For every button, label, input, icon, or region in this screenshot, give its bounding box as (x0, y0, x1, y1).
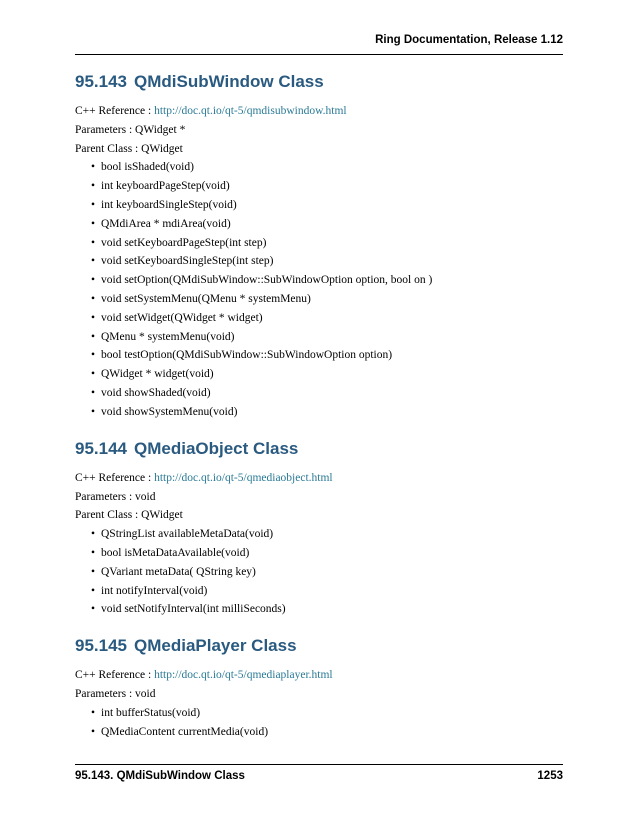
method-item: • int keyboardPageStep(void) (91, 179, 563, 193)
method-item: • void showShaded(void) (91, 386, 563, 400)
section-number: 95.144 (75, 438, 127, 458)
cpp-reference-link[interactable]: http://doc.qt.io/qt-5/qmediaobject.html (154, 471, 333, 484)
method-item: • QMediaContent currentMedia(void) (91, 725, 563, 739)
method-item: • void setSystemMenu(QMenu * systemMenu) (91, 292, 563, 306)
method-item: • int bufferStatus(void) (91, 706, 563, 720)
parent-class: Parent Class : QWidget (75, 509, 183, 522)
method-item: • int keyboardSingleStep(void) (91, 198, 563, 212)
method-item: • QMdiArea * mdiArea(void) (91, 217, 563, 231)
section-qmediaobject (75, 439, 563, 617)
method-item: • void setNotifyInterval(int milliSeconds) (91, 602, 563, 616)
parameters: Parameters : void (75, 490, 156, 503)
method-item: • QWidget * widget(void) (91, 367, 563, 381)
section-title: QMdiSubWindow Class (134, 72, 324, 91)
cpp-reference-label: C++ Reference : (75, 669, 155, 682)
method-item: • void showSystemMenu(void) (91, 405, 563, 419)
cpp-reference-link[interactable]: http://doc.qt.io/qt-5/qmediaplayer.html (154, 669, 333, 682)
section-heading (75, 72, 563, 92)
section-qmediaplayer (75, 636, 563, 738)
method-item: • bool isMetaDataAvailable(void) (91, 546, 563, 560)
section-heading (75, 439, 563, 459)
section-number: 95.145 (75, 636, 127, 656)
method-list (75, 706, 563, 739)
method-item: • void setKeyboardSingleStep(int step) (91, 254, 563, 268)
cpp-reference-link[interactable]: http://doc.qt.io/qt-5/qmdisubwindow.html (154, 105, 347, 117)
section-title: QMediaPlayer Class (134, 636, 297, 656)
parameters: Parameters : QWidget * (75, 123, 186, 136)
section-heading (75, 636, 563, 656)
section-qmdisubwindow (75, 72, 563, 419)
cpp-reference-label: C++ Reference : (75, 105, 155, 117)
method-item: • int notifyInterval(void) (91, 584, 563, 598)
footer-divider (75, 764, 563, 765)
cpp-reference-label: C++ Reference : (75, 471, 155, 484)
parent-class: Parent Class : QWidget (75, 142, 183, 155)
method-list (75, 527, 563, 616)
page-number: 1253 (537, 770, 563, 782)
method-item: • void setOption(QMdiSubWindow::SubWindowOption option, bool on ) (91, 273, 563, 287)
method-list (75, 160, 563, 418)
cpp-reference (75, 668, 563, 682)
method-item: • QVariant metaData( QString key) (91, 565, 563, 579)
section-number: 95.143 (75, 72, 127, 91)
header-divider (75, 54, 563, 55)
method-item: • QMenu * systemMenu(void) (91, 330, 563, 344)
method-item: • void setKeyboardPageStep(int step) (91, 236, 563, 250)
footer-section-title: 95.143. QMdiSubWindow Class (75, 770, 245, 782)
section-title: QMediaObject Class (134, 438, 299, 458)
cpp-reference (75, 104, 563, 118)
method-item: • void setWidget(QWidget * widget) (91, 311, 563, 325)
page-content (75, 72, 563, 759)
method-item: • bool isShaded(void) (91, 160, 563, 174)
cpp-reference (75, 471, 563, 485)
running-header: Ring Documentation, Release 1.12 (375, 34, 563, 46)
method-item: • QStringList availableMetaData(void) (91, 527, 563, 541)
parameters: Parameters : void (75, 688, 156, 701)
method-item: • bool testOption(QMdiSubWindow::SubWindowOption option) (91, 348, 563, 362)
